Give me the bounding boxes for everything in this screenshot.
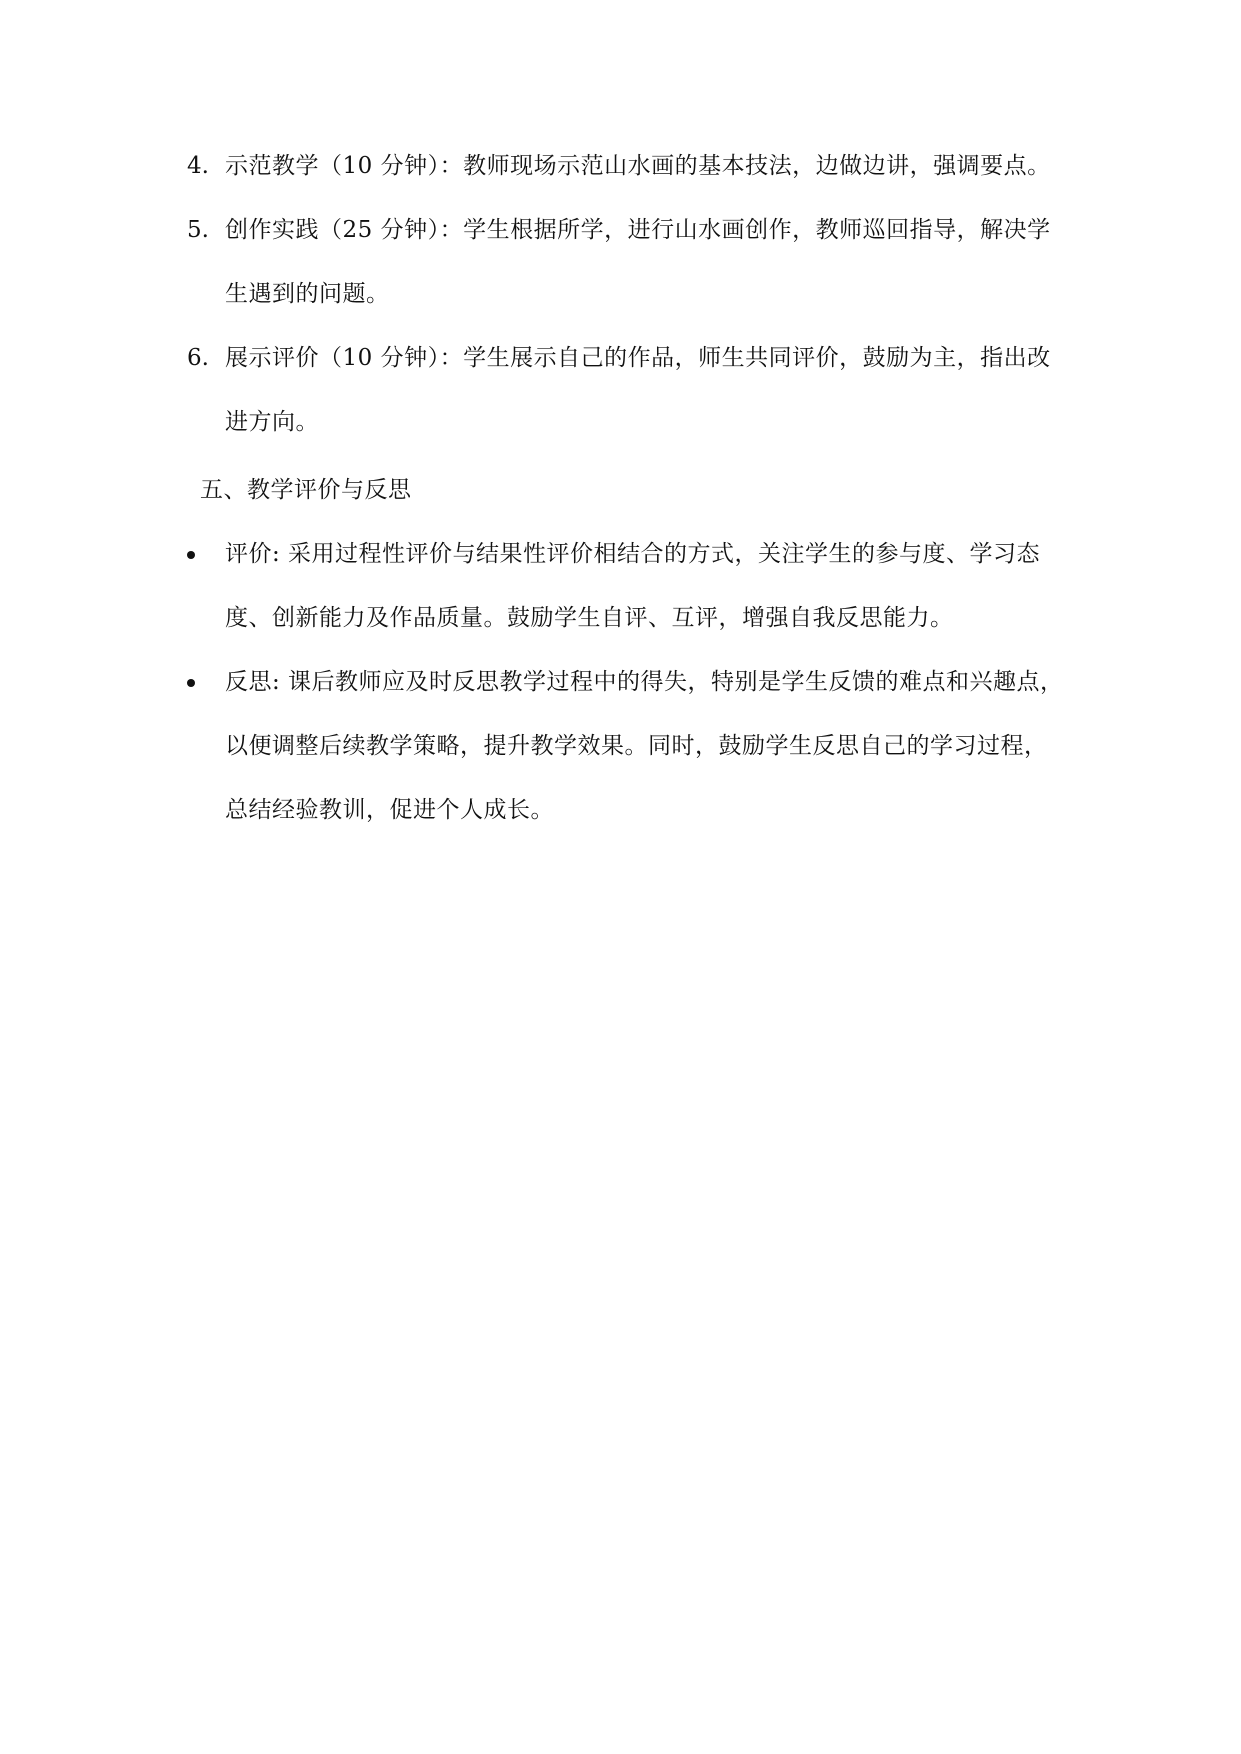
bullet-dot-icon [187, 679, 195, 687]
bullet-dot-icon [187, 551, 195, 559]
text-line: 生遇到的问题。 [225, 281, 390, 307]
list-number: 5. [187, 217, 209, 243]
bullet-item-text [225, 522, 1095, 650]
list-item-text [225, 134, 1095, 198]
text-line: 评价: 采用过程性评价与结果性评价相结合的方式，关注学生的参与度、学习态 [225, 541, 1041, 567]
section-heading: 五、教学评价与反思 [200, 477, 412, 503]
text-line: 反思: 课后教师应及时反思教学过程中的得失，特别是学生反馈的难点和兴趣点， [225, 669, 1064, 695]
text-line: 展示评价（10 分钟）：学生展示自己的作品，师生共同评价，鼓励为主，指出改 [225, 345, 1051, 371]
list-item-text [225, 326, 1095, 454]
text-line: 以便调整后续教学策略，提升教学效果。同时，鼓励学生反思自己的学习过程， [225, 733, 1048, 759]
text-line: 总结经验教训，促进个人成长。 [225, 797, 554, 823]
list-number: 4. [187, 153, 209, 179]
text-line: 示范教学（10 分钟）：教师现场示范山水画的基本技法，边做边讲，强调要点。 [225, 153, 1051, 179]
list-number: 6. [187, 345, 209, 371]
text-line: 创作实践（25 分钟）：学生根据所学，进行山水画创作，教师巡回指导，解决学 [225, 217, 1051, 243]
bullet-item-text [225, 650, 1095, 842]
list-item-text [225, 198, 1095, 326]
text-line: 度、创新能力及作品质量。鼓励学生自评、互评，增强自我反思能力。 [225, 605, 954, 631]
text-line: 进方向。 [225, 409, 319, 435]
